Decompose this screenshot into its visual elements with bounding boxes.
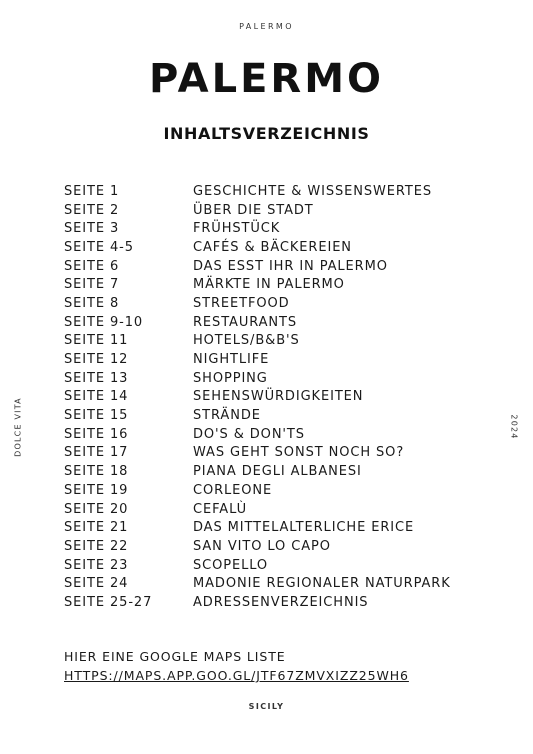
toc-page: SEITE 24 bbox=[64, 576, 129, 592]
page-subtitle: INHALTSVERZEICHNIS bbox=[163, 124, 370, 143]
toc-topic: SAN VITO LO CAPO bbox=[193, 538, 331, 554]
toc-row bbox=[64, 500, 504, 519]
toc-topic: CORLEONE bbox=[193, 482, 273, 498]
footer-label: SICILY bbox=[248, 702, 285, 711]
toc-topic: NIGHTLIFE bbox=[193, 352, 270, 368]
header-top-label: PALERMO bbox=[239, 22, 294, 31]
side-label-year: 2024 bbox=[509, 414, 519, 440]
toc-topic: SCOPELLO bbox=[193, 557, 269, 573]
page-title: PALERMO bbox=[148, 56, 385, 102]
toc-topic: MADONIE REGIONALER NATURPARK bbox=[193, 576, 451, 592]
toc-row bbox=[64, 238, 504, 257]
toc-topic: SHOPPING bbox=[193, 370, 268, 386]
toc-topic: HOTELS/B&B'S bbox=[193, 333, 300, 349]
toc-page: SEITE 7 bbox=[64, 277, 120, 293]
toc-topic: CAFÉS & BÄCKEREIEN bbox=[193, 239, 352, 255]
toc-row bbox=[64, 574, 504, 593]
toc-topic: MÄRKTE IN PALERMO bbox=[193, 277, 345, 293]
toc-row bbox=[64, 444, 504, 463]
toc-topic: ADRESSENVERZEICHNIS bbox=[193, 594, 369, 610]
toc-row bbox=[64, 406, 504, 425]
toc-topic: FRÜHSTÜCK bbox=[193, 221, 281, 237]
toc-topic: PIANA DEGLI ALBANESI bbox=[193, 464, 362, 480]
toc-page: SEITE 20 bbox=[64, 501, 129, 517]
toc-topic: STRÄNDE bbox=[193, 408, 261, 424]
toc-page: SEITE 4-5 bbox=[64, 239, 134, 255]
toc-row bbox=[64, 369, 504, 388]
toc-row bbox=[64, 537, 504, 556]
toc-row bbox=[64, 425, 504, 444]
toc-page: SEITE 22 bbox=[64, 538, 129, 554]
toc-row bbox=[64, 294, 504, 313]
toc-page: SEITE 18 bbox=[64, 464, 129, 480]
toc-row bbox=[64, 332, 504, 351]
toc-row bbox=[64, 556, 504, 575]
toc-row bbox=[64, 462, 504, 481]
toc-row bbox=[64, 257, 504, 276]
toc-row bbox=[64, 275, 504, 294]
toc-topic: DAS ESST IHR IN PALERMO bbox=[193, 258, 388, 274]
toc-row bbox=[64, 388, 504, 407]
toc-page: SEITE 8 bbox=[64, 295, 120, 311]
toc-page: SEITE 14 bbox=[64, 389, 129, 405]
toc-topic: WAS GEHT SONST NOCH SO? bbox=[193, 445, 405, 461]
toc-topic: DAS MITTELALTERLICHE ERICE bbox=[193, 520, 415, 536]
toc-page: SEITE 1 bbox=[64, 183, 120, 199]
toc-topic: GESCHICHTE & WISSENSWERTES bbox=[193, 183, 432, 199]
toc-topic: ÜBER DIE STADT bbox=[193, 202, 314, 218]
toc-page: SEITE 19 bbox=[64, 482, 129, 498]
table-of-contents bbox=[64, 182, 504, 612]
toc-topic: SEHENSWÜRDIGKEITEN bbox=[193, 389, 364, 405]
toc-topic: CEFALÙ bbox=[193, 501, 247, 517]
toc-topic: DO'S & DON'TS bbox=[193, 426, 305, 442]
toc-page: SEITE 15 bbox=[64, 408, 129, 424]
toc-topic: RESTAURANTS bbox=[193, 314, 298, 330]
toc-page: SEITE 12 bbox=[64, 352, 129, 368]
toc-page: SEITE 6 bbox=[64, 258, 120, 274]
toc-row bbox=[64, 481, 504, 500]
toc-row bbox=[64, 593, 504, 612]
toc-page: SEITE 11 bbox=[64, 333, 129, 349]
side-label-dolce-vita: DOLCE VITA bbox=[13, 397, 23, 457]
toc-page: SEITE 13 bbox=[64, 370, 129, 386]
toc-page: SEITE 17 bbox=[64, 445, 129, 461]
maps-list-label: HIER EINE GOOGLE MAPS LISTE bbox=[64, 649, 286, 664]
toc-page: SEITE 23 bbox=[64, 557, 129, 573]
toc-row bbox=[64, 201, 504, 220]
toc-row bbox=[64, 350, 504, 369]
toc-row bbox=[64, 313, 504, 332]
toc-page: SEITE 2 bbox=[64, 202, 120, 218]
toc-page: SEITE 16 bbox=[64, 426, 129, 442]
toc-topic: STREETFOOD bbox=[193, 295, 290, 311]
toc-page: SEITE 21 bbox=[64, 520, 129, 536]
toc-page: SEITE 9-10 bbox=[64, 314, 144, 330]
toc-row bbox=[64, 182, 504, 201]
toc-page: SEITE 25-27 bbox=[64, 594, 153, 610]
toc-page: SEITE 3 bbox=[64, 221, 120, 237]
toc-row bbox=[64, 219, 504, 238]
toc-row bbox=[64, 518, 504, 537]
maps-list-link[interactable]: HTTPS://MAPS.APP.GOO.GL/JTF67ZMVXIZZ25WH6 bbox=[64, 668, 409, 683]
